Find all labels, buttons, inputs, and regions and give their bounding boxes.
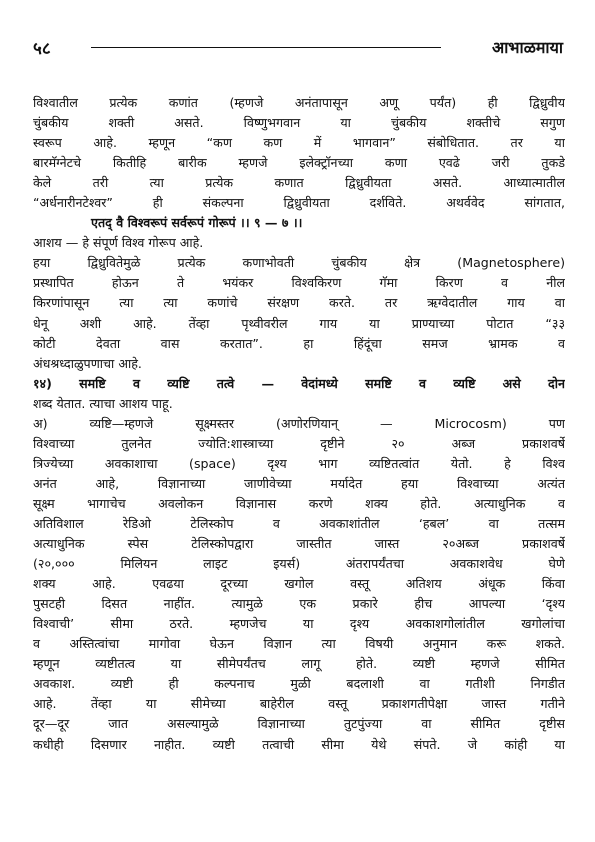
text-line: अवकाश. व्यष्टी ही कल्पनाच मुळी बदलाशी वा गतीशी निगडीत (33, 676, 565, 692)
text-line: स्वरूप आहे. म्हणून “कण कण में भागवान” संबोधितात. तर या (33, 135, 565, 151)
text-line: अनंत आहे, विज्ञानाच्या जाणीवेच्या मर्यादेत हया विश्वाच्या अत्यंत (33, 475, 565, 491)
header-rule (91, 47, 441, 48)
body-text (33, 93, 565, 755)
text-line: बारमॅग्नेटचे कितीहि बारीक म्हणजे इलेक्ट्रॉनच्या कणा एवढे जरी तुकडे (33, 155, 565, 171)
text-line: विश्वाची’ सीमा ठरते. म्हणजेच या दृश्य अवकाशगोलांतील खगोलांचा (33, 616, 565, 632)
text-line: चुंबकीय शक्ती असते. विष्णुभगवान या चुंबकीय शक्तीचे सगुण (33, 115, 565, 131)
text-line: व अस्तित्वांचा मागोवा घेऊन विज्ञान त्या विषयी अनुमान करू शकते. (33, 636, 565, 652)
text-line: अतिविशाल रेडिओ टेलिस्कोप व अवकाशांतील ‘हबल’ वा तत्सम (33, 515, 565, 531)
text-line: अत्याधुनिक स्पेस टेलिस्कोपद्वारा जास्तीत जास्त २०अब्ज प्रकाशवर्षे (33, 536, 565, 552)
verse-line: एतद् वै विश्वरूपं सर्वरूपं गोरूपं ।। ९ — ७ ।। (91, 215, 303, 231)
text-line: दूर—दूर जात असल्यामुळे विज्ञानाच्या तुटपुंज्या वा सीमित दृष्टीस (33, 716, 565, 732)
page-header (33, 36, 563, 60)
text-line: किरणांपासून त्या त्या कणांचे संरक्षण करते. तर ऋग्वेदातील गाय वा (33, 295, 565, 311)
text-line: कधीही दिसणार नाहीत. व्यष्टी तत्वाची सीमा येथे संपते. जे कांही या (33, 736, 565, 752)
text-line: आशय — हे संपूर्ण विश्व गोरूप आहे. (33, 235, 204, 251)
text-line: आहे. तेंव्हा या सीमेच्या बाहेरील वस्तू प्रकाशगतीपेक्षा जास्त गतीने (33, 696, 565, 712)
text-line: कोटी देवता वास करतात”. हा हिंदूंचा समज भ्रामक व (33, 335, 565, 351)
text-line: विश्वातील प्रत्येक कणांत (म्हणजे अनंतापासून अणू पर्यंत) ही द्विध्रुवीय (33, 95, 565, 110)
text-line: सूक्ष्म भागाचेच अवलोकन विज्ञानास करणे शक्य होते. अत्याधुनिक व (33, 495, 565, 511)
text-line: शब्द येतात. त्याचा आशय पाहू. (33, 395, 173, 411)
page-number: ५८ (33, 39, 51, 59)
text-line: प्रस्थापित होऊन ते भयंकर विश्वकिरण गॅमा किरण व नील (33, 275, 565, 291)
text-line: म्हणून व्यष्टीतत्व या सीमेपर्यंतच लागू होते. व्यष्टी म्हणजे सीमित (33, 656, 565, 672)
text-line: पुसटही दिसत नाहींत. त्यामुळे एक प्रकारे हीच आपल्या ‘दृश्य (33, 596, 565, 612)
text-line: “अर्धनारीनटेश्वर” ही संकल्पना द्विध्रुवीयता दर्शविते. अथर्ववेद सांगतात, (33, 195, 565, 211)
text-line: धेनू अशी आहे. तेंव्हा पृथ्वीवरील गाय या प्राण्याच्या पोटात “३३ (33, 315, 565, 331)
text-line: त्रिज्येच्या अवकाशाचा (space) दृश्य भाग व्यष्टितत्वांत येतो. हे विश्व (33, 455, 565, 471)
text-line: विश्वाच्या तुलनेत ज्योति:शास्त्राच्या दृष्टीने २० अब्ज प्रकाशवर्षे (33, 435, 565, 451)
text-line: अंधश्रध्दाळुपणाचा आहे. (33, 355, 142, 371)
running-title: आभाळमाया (491, 38, 563, 57)
text-line: (२०,००० मिलियन लाइट इयर्स) अंतरापर्यंतचा अवकाशवेध घेणे (33, 556, 565, 572)
text-line: केले तरी त्या प्रत्येक कणात द्विध्रुवीयता असते. आध्यात्मातील (33, 175, 565, 191)
text-line: शक्य आहे. एवढया दूरच्या खगोल वस्तू अतिशय अंधूक किंवा (33, 576, 565, 592)
text-line: हया द्विध्रुवितेमुळे प्रत्येक कणाभोवती चुंबकीय क्षेत्र (Magnetosphere) (33, 255, 565, 271)
section-heading-line: १४) समष्टि व व्यष्टि तत्वे — वेदांमध्ये समष्टि व व्यष्टि असे दोन (33, 375, 565, 391)
text-line: अ) व्यष्टि—म्हणजे सूक्ष्मस्तर (अणोरणियान् — Microcosm) पण (33, 415, 565, 431)
